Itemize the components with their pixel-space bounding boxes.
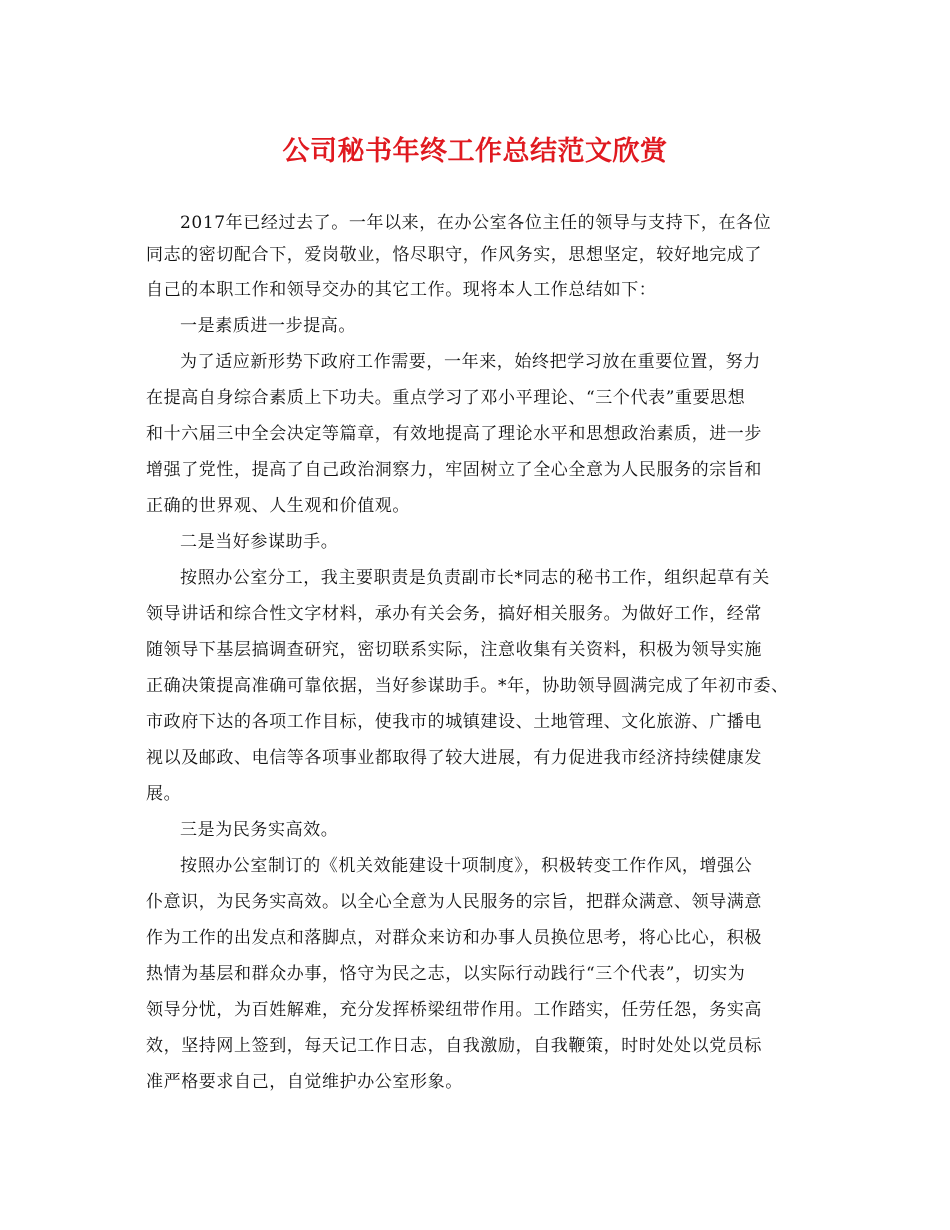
paragraph-line: 增强了党性，提高了自己政治洞察力，牢固树立了全心全意为人民服务的宗旨和 (146, 460, 762, 480)
document-title: 公司秘书年终工作总结范文欣赏 (282, 136, 668, 167)
paragraph-line: 2017年已经过去了。一年以来，在办公室各位主任的领导与支持下，在各位 (180, 213, 772, 233)
paragraph-line: 市政府下达的各项工作目标，使我市的城镇建设、土地管理、文化旅游、广播电 (146, 712, 762, 732)
paragraph-line: 作为工作的出发点和落脚点，对群众来访和办事人员换位思考，将心比心，积极 (146, 928, 762, 948)
paragraph-line: 正确决策提高准确可靠依据，当好参谋助手。*年，协助领导圆满完成了年初市委、 (146, 676, 789, 696)
section-heading: 三是为民务实高效。 (180, 820, 339, 840)
paragraph-line: 在提高自身综合素质上下功夫。重点学习了邓小平理论、“三个代表”重要思想 (146, 388, 746, 408)
paragraph-line: 效，坚持网上签到，每天记工作日志，自我激励，自我鞭策，时时处处以党员标 (146, 1036, 762, 1056)
paragraph-line: 正确的世界观、人生观和价值观。 (146, 496, 410, 516)
paragraph-line: 和十六届三中全会决定等篇章，有效地提高了理论水平和思想政治素质，进一步 (146, 424, 762, 444)
paragraph-line: 按照办公室制订的《机关效能建设十项制度》，积极转变工作作风，增强公 (180, 856, 753, 876)
paragraph-line: 仆意识，为民务实高效。以全心全意为人民服务的宗旨，把群众满意、领导满意 (146, 892, 762, 912)
paragraph-line: 领导讲话和综合性文字材料，承办有关会务，搞好相关服务。为做好工作，经常 (146, 604, 762, 624)
paragraph-line: 按照办公室分工，我主要职责是负责副市长*同志的秘书工作，组织起草有关 (180, 568, 770, 588)
paragraph-line: 准严格要求自己，自觉维护办公室形象。 (146, 1072, 463, 1092)
paragraph-line: 热情为基层和群众办事，恪守为民之志，以实际行动践行“三个代表”，切实为 (146, 964, 746, 984)
paragraph-line: 自己的本职工作和领导交办的其它工作。现将本人工作总结如下： (146, 280, 657, 300)
paragraph-line: 随领导下基层搞调查研究，密切联系实际，注意收集有关资料，积极为领导实施 (146, 640, 762, 660)
section-heading: 二是当好参谋助手。 (180, 532, 339, 552)
paragraph-line: 为了适应新形势下政府工作需要，一年来，始终把学习放在重要位置，努力 (180, 352, 761, 372)
section-heading: 一是素质进一步提高。 (180, 316, 356, 336)
paragraph-line: 视以及邮政、电信等各项事业都取得了较大进展，有力促进我市经济持续健康发 (146, 748, 762, 768)
paragraph-line: 同志的密切配合下，爱岗敬业，恪尽职守，作风务实，思想坚定，较好地完成了 (146, 245, 762, 265)
paragraph-line: 领导分忧，为百姓解难，充分发挥桥梁纽带作用。工作踏实，任劳任怨，务实高 (146, 1000, 762, 1020)
paragraph-line: 展。 (146, 784, 182, 804)
